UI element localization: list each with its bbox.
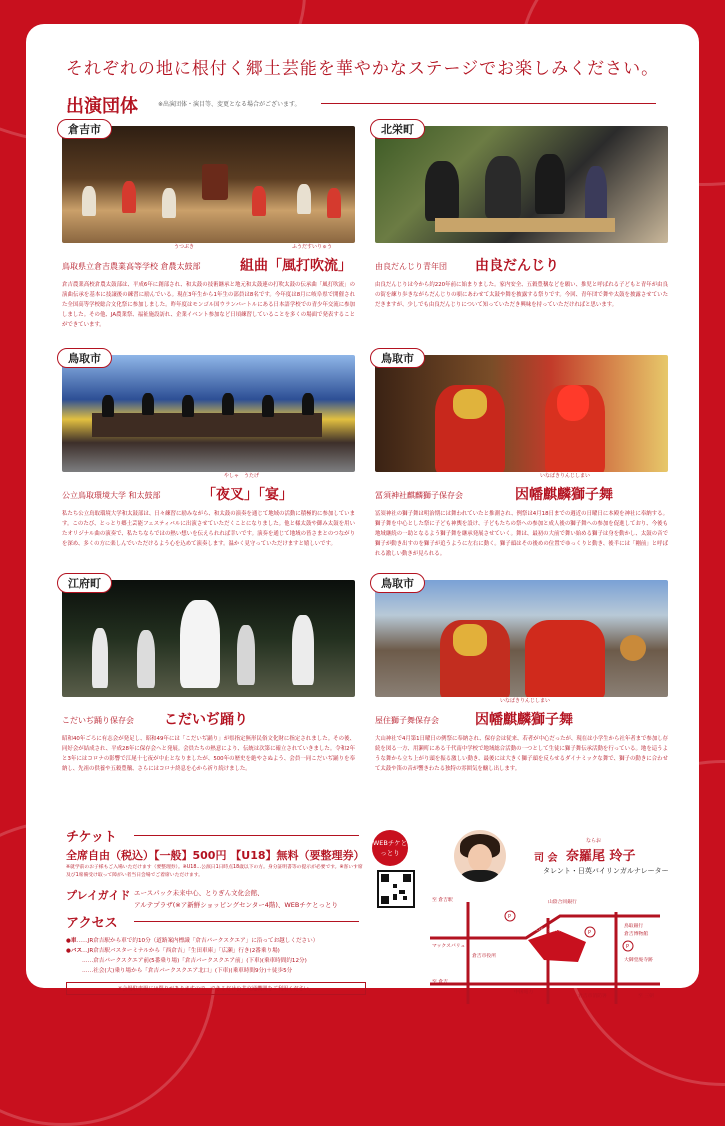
map-label: 中国電力 [514,990,534,995]
access-line: ……倉吉パークスクエア前(5番乗り場)「倉吉パークスクエア前」(下車)(乗車時間約12分) [82,958,307,964]
svg-text:P: P [588,930,592,936]
ticket-heading: チケット [66,830,117,845]
performer-org: 鳥取県立倉吉農業高等学校 倉農太鼓部 [62,262,201,271]
access-line: ●車……JR倉吉駅から車で約10分（道路案内標識「倉吉パークスクエア」に沿ってお越しください） [66,938,319,944]
lead-text: それぞれの地に根付く郷土芸能を華やかなステージでお楽しみください。 [65,59,660,79]
performer-card-tottori-shishi-2 [375,577,668,774]
org-ruby: うつぶき [174,244,195,250]
town-tag: 鳥取市 [57,348,112,368]
town-tag: 鳥取市 [370,348,425,368]
performer-photo [375,126,668,243]
map-label: 至 三朝 [638,994,654,999]
performer-description: 由良だんじりは今から約220年前に始まりました。家内安全、五穀豊穣などを願い、推児と呼ばれる子どもと青年が由良の街を練り歩きながらだんじりの唄にあわせて太鼓や舞を披露する祭りです。今回、青年団で舞や太鼓を披露させていただきますが、少しでも由良だんじりについて知っていただき興味を持っていただければと思います。 [375,282,668,308]
title-ruby: いなばきりんじしまい [540,473,591,479]
performer-org: 冨須神社麒麟獅子保存会 [375,491,463,500]
performer-org: 公立鳥取環境大学 和太鼓部 [62,491,161,500]
mc-label: 司 会 [534,853,558,864]
map-label: 至 倉吉 [432,980,448,985]
town-tag: 鳥取市 [370,573,425,593]
town-tag: 倉吉市 [57,119,112,139]
map-label: マックスバリュ [432,944,466,949]
performer-title: 因幡麒麟獅子舞 [515,487,613,503]
playguide-heading: プレイガイド [66,889,131,902]
flyer-sheet [26,24,699,999]
performer-card-kurayoshi [62,123,355,330]
ticket-note: ※就学前のお子様もご入場いただけます（要整理券）。※U18…公演日1日時点18歳以下の方。身分証明書等の提示が必要です。※客いす席及び1席備受け取って障がい者当日会場でご着席いただけます。 [66,865,363,878]
svg-text:P: P [626,944,630,950]
access-footnote: ※会場駐車場には限りがありますので、できるだけ公共交通機関をご利用ください。 [66,982,366,995]
access-heading: アクセス [66,916,118,931]
performer-card-kofu [62,577,355,774]
performer-photo [62,126,355,243]
performer-photo [62,580,355,697]
ticket-price: 全席自由（税込）【一般】500円 【U18】無料（要整理券） [66,849,365,862]
mc-name: 奈羅尾 玲子 [566,849,636,864]
performer-photo [62,355,355,472]
mc-ruby: ならお [586,838,602,844]
web-ticket-badge[interactable] [372,830,408,866]
performer-org: こだいぢ踊り保存会 [62,716,134,725]
performer-description: 大山神社で4月第1日曜日の例祭に奉納され、保存会は従来、若者が中心だったが、現在は小学生から社年者まで参加し存続を図る一方、用瀬町にある千代南中学校で地域総合活動の一つとして生徒に獅子舞伝承活動を行っている。地を這うような舞から立ち上がり頭を振る激しい動き、最後には大きく獅子頭を反らせるダイナミックな舞で、獅子の動きに合わせて太鼓や笛の音が響きわたる独特の雰囲気を醸し出します。 [375,736,668,772]
mc-role: タレント・日英バイリンガルナレーター [543,867,669,875]
playguide-line: エースパック未来中心、とりぎん文化会館、 [134,889,264,897]
performer-description: 倉吉農業高校倉農太鼓部は、平成6年に創部され、和太鼓の技術継承と地元和太鼓連の打吹太鼓の伝承曲「風打吹流」の演曲伝承を基本に技譲後の練習に励んでいる。現在3年生から1年生の部員は8名です。今年度は8月に岐阜県で開催された全国高等学校総合文化祭に参加しました。昨年度はモンゴル国ウランバートルにある日本語学校での青少年交流に参加しました。その他、JA農業祭、福祉施設訪れ、企業イベント参加など日頃練習していることを多くの場面で発表することができています。 [62,282,355,328]
performer-org: 由良だんじり青年団 [375,262,447,271]
section-title: 出演団体 [66,96,138,117]
town-tag: 江府町 [57,573,112,593]
playguide-line: アルテプラザ(※ア新鮮ショッピングセンター4階)、WEBチケとっとり [134,901,338,909]
map-label: 倉吉市消防署 [578,994,607,999]
performer-title: 組曲「風打吹流」 [240,258,352,274]
title-ruby: ふうだすいりゅう [292,244,333,250]
map-label: 至 倉吉駅 [432,898,453,903]
title-ruby: やしゃ うたげ [224,473,260,479]
ticket-rule [134,835,359,836]
town-tag: 北栄町 [370,119,425,139]
access-line: ……社会(大)乗り場から「倉吉パークスクエア北口」(下車)(乗車時間9分)＋徒歩5分 [82,968,293,974]
access-rule [134,921,359,922]
access-map [428,892,660,1004]
performer-photo [375,355,668,472]
section-rule [321,103,656,104]
performer-description: 冨須神社の獅子舞は明治期には舞われていたと推測され、例祭は4月18日までの週近の日曜日に本殿を神社に奉納する。獅子舞を中心とした祭に子ども神輿を設け、子どもたちの祭への参加と成人後の獅子舞への参加を促進しており、今後も地域継続の一助となるよう獅子舞を継承発展させていく。舞は、最初の大前で舞い始める獅子は身を動かし、太鼓の音で獅子が動き出すのを獅子が追うように左右に動く。獅子頭はその後めの位置でゆっくりと動き、後半には「剛前」と呼ばれる激しい動きが見られる。 [375,511,668,557]
title-ruby: いなばきりんじしまい [500,698,551,704]
map-label: 倉吉市役所 [472,954,496,959]
performer-description: 昭和40年ごろに有志会が発足し、昭和49年には「こだいぢ踊り」が県指定無形民俗文化財に指定されました。その後、同好会が結成され、平成28年に保存会へと発展。会員たちの熱意により、伝統は次第に確立されていきました。令和2年と3年にはコロナの影響で江尾十七夜が中止となりましたが、500年の歴史を絶やさぬよう、会員一同こだいぢ踊りを奉納し、先祖の供養や五穀豊穣、さらにはコロナ終息を心から祈り続けました。 [62,736,355,772]
map-label: 倉吉博物館 [624,932,648,937]
performer-card-tottori-taiko [62,352,355,549]
mc-avatar [454,830,506,882]
performer-card-hokuei [375,123,668,310]
map-label: 鳥取銀行 [624,924,644,929]
performer-card-tottori-shishi-1 [375,352,668,559]
performer-title: 因幡麒麟獅子舞 [475,712,573,728]
qr-code[interactable] [377,870,415,908]
map-label: 山陰合同銀行 [548,900,577,905]
map-label: 大御堂廃寺跡 [624,958,653,963]
access-line: ●バス…JR倉吉駅バスターミナルから「西倉吉」「生田車庫」「広瀬」行き(2番乗り場) [66,948,280,954]
performer-org: 屋住獅子舞保存会 [375,716,439,725]
svg-text:P: P [508,914,512,920]
performer-title: 「夜叉」「宴」 [202,487,293,503]
web-ticket-badge-label: WEBチケとっとり [372,839,408,857]
performer-title: こだいぢ踊り [164,712,248,728]
map-label: エースパック未来中心 [524,928,572,933]
section-note: ※出演団体・演目等、変更となる場合がございます。 [158,101,301,108]
performer-title: 由良だんじり [475,258,559,274]
performer-description: 私たち公立鳥取環境大学和太鼓部は、日々練習に励みながら、和太鼓の演奏を通じて地域の活動に積極的に参加しています。このたび、とっとり郷土芸能フェスティバルに出演させていただくことになりました。他と様太鼓や御み太鼓を用いたオリジナル曲の演奏で、私たちならではの熱い想いを伝えられれば幸いです。演奏を通じて地域の皆さまとのつながりを深め、多くの方に楽しんでいただけるよう心を込めて演奏します。温かく見守っていただけますと嬉しいです。 [62,511,355,547]
performer-photo [375,580,668,697]
